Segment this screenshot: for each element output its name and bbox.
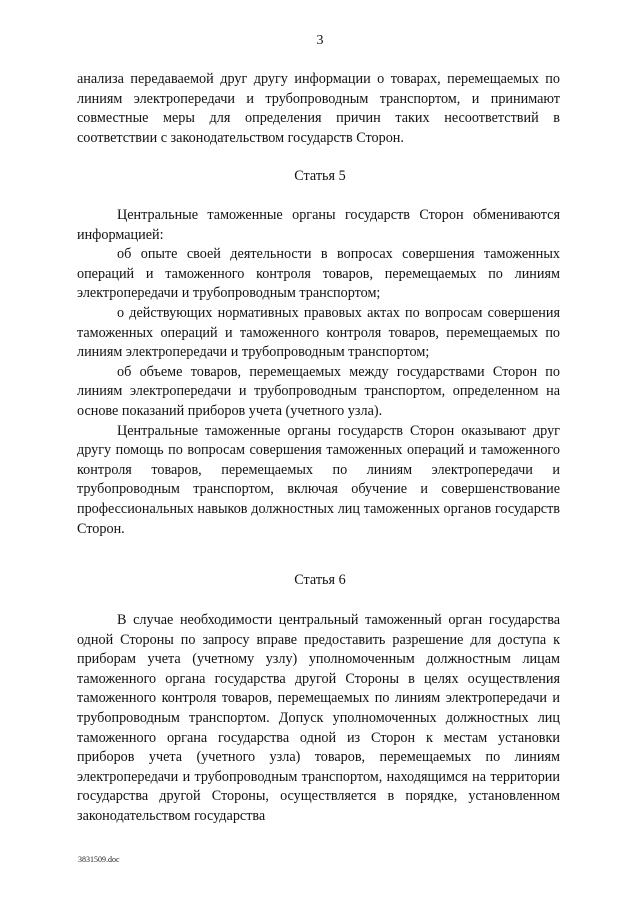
page-number: 3	[316, 33, 324, 48]
article-5-paragraph: Центральные таможенные органы государств Сторон обмениваются информацией:	[77, 207, 560, 243]
article-5-paragraph: об объеме товаров, перемещаемых между государствами Сторон по линиям электропередачи и трубопроводным транспортом, определенном на основе показаний приборов учета (учетного узла).	[77, 363, 560, 419]
article-5-paragraph: о действующих нормативных правовых актах по вопросам совершения таможенных операций и таможенного контроля товаров, перемещаемых по линиям электропередачи и трубопроводным транспортом;	[77, 304, 560, 361]
article-6-paragraph: В случае необходимости центральный таможенный орган государства одной Стороны по запросу вправе предоставить разрешение для доступа к приборам учета (учетному узлу) уполномоченным должностным лицам таможенного органа государства другой Стороны в целях осуществления таможенного контроля товаров, перемещаемых по линиям электропередачи и трубопроводным транспортом. Допуск уполномоченных должностных лиц таможенного органа государства одной из Сторон к местам установки приборов учета (учетного узла) товаров, перемещаемых по линиям электропередачи и трубопроводным транспортом, находящимся на территории государства другой Стороны, осуществляется в порядке, установленном законодательством государства	[77, 612, 560, 824]
article-5-paragraph: Центральные таможенные органы государств Сторон оказывают друг другу помощь по вопросам совершения таможенных операций и таможенного контроля товаров, перемещаемых по линиям электропередачи и трубопроводным транспортом, включая обучение и совершенствование профессиональных навыков должностных лиц таможенных органов государств Сторон.	[77, 422, 560, 537]
article-6-body	[77, 611, 560, 827]
intro-section	[77, 70, 560, 148]
intro-paragraph: анализа передаваемой друг другу информации о товарах, перемещаемых по линиям электропередачи и трубопроводным транспортом, и принимают совместные меры для определения причин таких несоответствий в соответствии с законодательством государств Сторон.	[77, 71, 560, 146]
article-5-body	[77, 206, 560, 539]
article-6-title: Статья 6	[294, 572, 346, 588]
article-5-paragraph: об опыте своей деятельности в вопросах совершения таможенных операций и таможенного контроля товаров, перемещаемых по линиям электропередачи и трубопроводным транспортом;	[77, 246, 560, 302]
article-5-title: Статья 5	[294, 168, 346, 184]
file-name-footer: 3831509.doc	[78, 855, 120, 864]
